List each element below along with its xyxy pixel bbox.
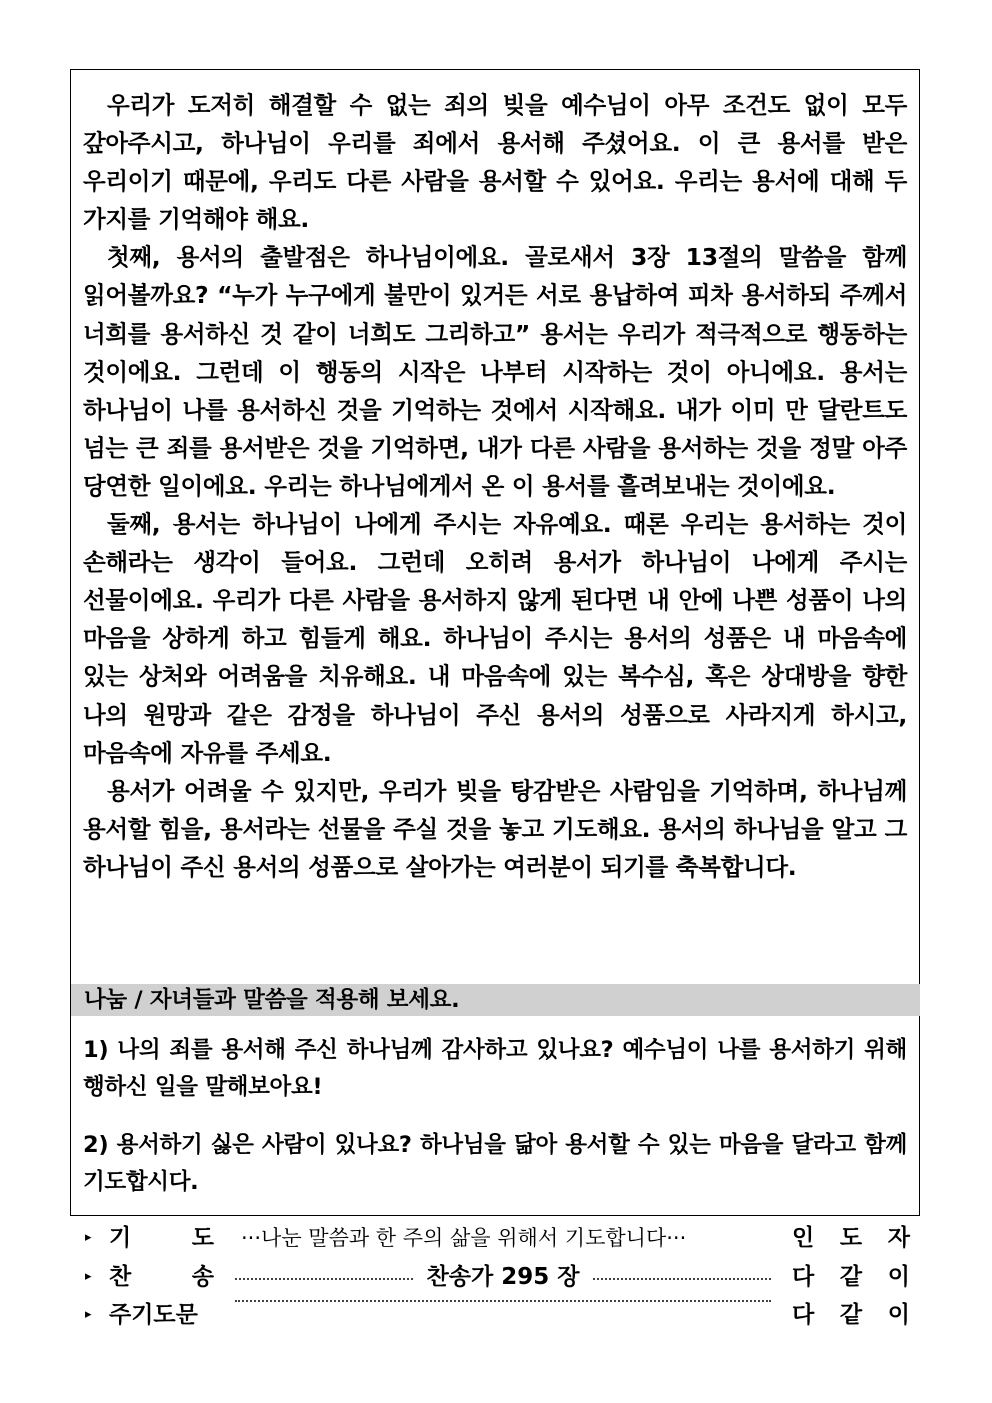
sharing-header: 나눔 / 자녀들과 말씀을 적용해 보세요. [71, 984, 920, 1016]
sermon-paragraph-2: 첫째, 용서의 출발점은 하나님이에요. 골로새서 3장 13절의 말씀을 함께 읽어볼까요? “누가 누구에게 불만이 있거든 서로 용납하여 피차 용서하되 주께서 너희를 용서하신 것 같이 너희도 그리하고” 용서는 우리가 적극적으로 행동하는 것이에요. 그런데 이 행동의 시작은 나부터 시작하는 것이 아니에요. 용서는 하나님이 나를 용서하신 것을 기억하는 것에서 시작해요. 내가 이미 만 달란트도 넘는 큰 죄를 용서받은 것을 기억하면, 내가 다른 사람을 용서하는 것을 정말 아주 당연한 일이에요. 우리는 하나님에게서 온 이 용서를 흘려보내는 것이에요. [83, 243, 907, 500]
hymn-leader: 다 같 이 [792, 1263, 910, 1290]
order-row-lords-prayer [85, 1296, 910, 1335]
hymn-number: 찬송가 295 장 [426, 1263, 580, 1290]
order-row-prayer [85, 1219, 910, 1258]
dot-leader [235, 1300, 771, 1302]
lords-prayer-label: 주기도문 [109, 1302, 198, 1328]
sharing-question-2: 2) 용서하기 싫은 사람이 있나요? 하나님을 닮아 용서할 수 있는 마음을 달라고 함께 기도합시다. [83, 1132, 907, 1195]
triangle-bullet-icon: ▸ [85, 1307, 92, 1322]
prayer-description: ···나눈 말씀과 한 주의 삶을 위해서 기도합니다··· [241, 1226, 687, 1250]
sermon-paragraph-1: 우리가 도저히 해결할 수 없는 죄의 빚을 예수님이 아무 조건도 없이 모두 갚아주시고, 하나님이 우리를 죄에서 용서해 주셨어요. 이 큰 용서를 받은 우리이기 때문에, 우리도 다른 사람을 용서할 수 있어요. 우리는 용서에 대해 두 가지를 기억해야 해요. [83, 91, 907, 234]
lords-prayer-leader: 다 같 이 [792, 1302, 910, 1328]
sermon-paragraph-3: 둘째, 용서는 하나님이 나에게 주시는 자유예요. 때론 우리는 용서하는 것이 손해라는 생각이 들어요. 그런데 오히려 용서가 하나님이 나에게 주시는 선물이에요. 우리가 다른 사람을 용서하지 않게 된다면 내 안에 나쁜 성품이 나의 마음을 상하게 하고 힘들게 해요. 하나님이 주시는 용서의 성품은 내 마음속에 있는 상처와 어려움을 치유해요. 내 마음속에 있는 복수심, 혹은 상대방을 향한 나의 원망과 같은 감정을 하나님이 주신 용서의 성품으로 사라지게 하시고, 마음속에 자유를 주세요. [83, 510, 907, 767]
prayer-label: 기 도 [109, 1225, 214, 1251]
triangle-bullet-icon: ▸ [85, 1268, 92, 1284]
hymn-label: 찬 송 [109, 1263, 214, 1290]
prayer-leader: 인 도 자 [792, 1225, 910, 1251]
sharing-question-1: 1) 나의 죄를 용서해 주신 하나님께 감사하고 있나요? 예수님이 나를 용서하기 위해 행하신 일을 말해보아요! [83, 1037, 907, 1100]
triangle-bullet-icon: ▸ [85, 1230, 92, 1245]
order-row-hymn [85, 1258, 910, 1297]
dot-leader [593, 1278, 771, 1280]
worship-order [85, 1219, 910, 1335]
sermon-body [83, 86, 907, 886]
dot-leader [235, 1278, 413, 1280]
content-box [70, 69, 920, 1216]
sermon-paragraph-4: 용서가 어려울 수 있지만, 우리가 빚을 탕감받은 사람임을 기억하며, 하나님께 용서할 힘을, 용서라는 선물을 주실 것을 놓고 기도해요. 용서의 하나님을 알고 그 하나님이 주신 용서의 성품으로 살아가는 여러분이 되기를 축복합니다. [83, 776, 907, 881]
lords-prayer-description [235, 1296, 771, 1302]
hymn-description [235, 1258, 771, 1297]
